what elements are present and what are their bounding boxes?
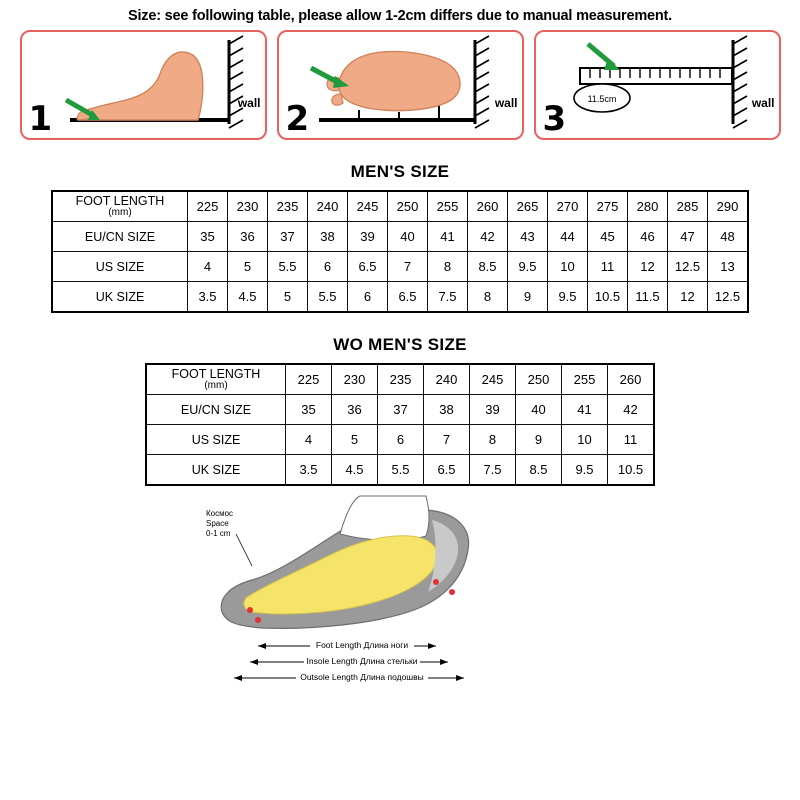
step-3-wall-label: wall — [751, 96, 775, 110]
table-cell: 9.5 — [562, 455, 608, 486]
table-cell: 6.5 — [348, 252, 388, 282]
page-title: Size: see following table, please allow 1-2cm differs due to manual measurement. — [127, 8, 673, 24]
table-cell: 11 — [588, 252, 628, 282]
row-header: FOOT LENGTH (mm) — [146, 364, 286, 395]
table-cell: 37 — [268, 222, 308, 252]
table-cell: 12.5 — [668, 252, 708, 282]
table-cell: 9.5 — [548, 282, 588, 313]
step-2-number: 2 — [285, 99, 310, 139]
table-cell: 270 — [548, 191, 588, 222]
table-cell: 8 — [470, 425, 516, 455]
row-header: EU/CN SIZE — [146, 395, 286, 425]
table-row — [52, 282, 748, 313]
table-cell: 39 — [348, 222, 388, 252]
step-3-card — [534, 30, 781, 140]
table-cell: 9.5 — [508, 252, 548, 282]
table-cell: 36 — [332, 395, 378, 425]
step-3-measure-text: 11.5cm — [587, 94, 616, 104]
table-cell: 37 — [378, 395, 424, 425]
table-cell: 5.5 — [268, 252, 308, 282]
table-cell: 48 — [708, 222, 749, 252]
shoe-diagram — [0, 494, 800, 704]
table-cell: 40 — [516, 395, 562, 425]
space-note-line1: Космос — [206, 509, 234, 518]
table-cell: 245 — [348, 191, 388, 222]
table-cell: 4.5 — [228, 282, 268, 313]
row-header: US SIZE — [52, 252, 188, 282]
table-cell: 40 — [388, 222, 428, 252]
table-cell: 6.5 — [424, 455, 470, 486]
table-row — [52, 252, 748, 282]
table-row — [52, 222, 748, 252]
table-cell: 12.5 — [708, 282, 749, 313]
table-cell: 7.5 — [428, 282, 468, 313]
table-cell: 11.5 — [628, 282, 668, 313]
table-cell: 46 — [628, 222, 668, 252]
dim-outsole-length: Outsole Length Длина подошвы — [300, 672, 424, 682]
table-cell: 7.5 — [470, 455, 516, 486]
table-cell: 3.5 — [286, 455, 332, 486]
step-3-illustration — [536, 32, 779, 138]
table-cell: 12 — [628, 252, 668, 282]
table-cell: 4 — [188, 252, 228, 282]
table-cell: 240 — [424, 364, 470, 395]
table-cell: 225 — [286, 364, 332, 395]
table-cell: 5.5 — [378, 455, 424, 486]
table-cell: 6 — [348, 282, 388, 313]
table-cell: 35 — [188, 222, 228, 252]
row-header: US SIZE — [146, 425, 286, 455]
table-cell: 9 — [508, 282, 548, 313]
step-1-card — [20, 30, 267, 140]
table-cell: 235 — [378, 364, 424, 395]
table-cell: 5 — [228, 252, 268, 282]
row-header: UK SIZE — [146, 455, 286, 486]
table-cell: 41 — [562, 395, 608, 425]
table-cell: 38 — [308, 222, 348, 252]
table-cell: 260 — [608, 364, 655, 395]
table-cell: 8.5 — [468, 252, 508, 282]
table-cell: 47 — [668, 222, 708, 252]
mens-size-table — [51, 190, 749, 313]
shoe-illustration — [200, 494, 600, 704]
table-cell: 5 — [332, 425, 378, 455]
step-2-card — [277, 30, 524, 140]
table-cell: 4 — [286, 425, 332, 455]
table-cell: 235 — [268, 191, 308, 222]
table-cell: 240 — [308, 191, 348, 222]
table-cell: 10 — [562, 425, 608, 455]
table-cell: 255 — [428, 191, 468, 222]
womens-size-title: WO MEN'S SIZE — [333, 335, 467, 354]
table-cell: 35 — [286, 395, 332, 425]
table-cell: 260 — [468, 191, 508, 222]
step-1-illustration — [22, 32, 265, 138]
step-3-number: 3 — [542, 99, 567, 139]
step-1-wall-label: wall — [237, 96, 261, 110]
table-cell: 6.5 — [388, 282, 428, 313]
measure-steps — [0, 28, 800, 140]
table-cell: 285 — [668, 191, 708, 222]
row-header-sub: (mm) — [204, 380, 228, 392]
space-note-line2: Space — [206, 519, 229, 528]
table-cell: 13 — [708, 252, 749, 282]
table-cell: 4.5 — [332, 455, 378, 486]
table-cell: 255 — [562, 364, 608, 395]
table-cell: 250 — [388, 191, 428, 222]
table-cell: 45 — [588, 222, 628, 252]
table-cell: 38 — [424, 395, 470, 425]
table-cell: 9 — [516, 425, 562, 455]
table-cell: 12 — [668, 282, 708, 313]
table-cell: 8 — [468, 282, 508, 313]
table-cell: 225 — [188, 191, 228, 222]
table-cell: 43 — [508, 222, 548, 252]
space-note-line3: 0-1 cm — [206, 529, 231, 538]
table-cell: 44 — [548, 222, 588, 252]
dim-foot-length: Foot Length Длина ноги — [315, 640, 409, 650]
table-row — [146, 455, 654, 486]
table-cell: 275 — [588, 191, 628, 222]
table-cell: 245 — [470, 364, 516, 395]
table-cell: 36 — [228, 222, 268, 252]
table-cell: 250 — [516, 364, 562, 395]
table-row — [146, 395, 654, 425]
table-cell: 290 — [708, 191, 749, 222]
dim-insole-length: Insole Length Длина стельки — [306, 656, 418, 666]
table-cell: 42 — [468, 222, 508, 252]
table-row — [146, 425, 654, 455]
table-cell: 7 — [388, 252, 428, 282]
table-cell: 8.5 — [516, 455, 562, 486]
table-cell: 5 — [268, 282, 308, 313]
step-1-number: 1 — [28, 99, 53, 139]
row-header: FOOT LENGTH (mm) — [52, 191, 188, 222]
table-row — [52, 191, 748, 222]
table-cell: 230 — [228, 191, 268, 222]
row-header-sub: (mm) — [108, 207, 132, 219]
table-cell: 41 — [428, 222, 468, 252]
table-cell: 10.5 — [608, 455, 655, 486]
table-cell: 6 — [308, 252, 348, 282]
table-cell: 42 — [608, 395, 655, 425]
table-cell: 8 — [428, 252, 468, 282]
row-header: UK SIZE — [52, 282, 188, 313]
table-cell: 3.5 — [188, 282, 228, 313]
row-header: EU/CN SIZE — [52, 222, 188, 252]
table-row — [146, 364, 654, 395]
table-cell: 6 — [378, 425, 424, 455]
table-cell: 7 — [424, 425, 470, 455]
table-cell: 280 — [628, 191, 668, 222]
womens-size-table — [145, 363, 655, 486]
table-cell: 39 — [470, 395, 516, 425]
table-cell: 265 — [508, 191, 548, 222]
step-2-wall-label: wall — [494, 96, 518, 110]
table-cell: 11 — [608, 425, 655, 455]
table-cell: 10 — [548, 252, 588, 282]
step-2-illustration — [279, 32, 522, 138]
mens-size-title: MEN'S SIZE — [350, 162, 450, 181]
table-cell: 5.5 — [308, 282, 348, 313]
table-cell: 230 — [332, 364, 378, 395]
table-cell: 10.5 — [588, 282, 628, 313]
